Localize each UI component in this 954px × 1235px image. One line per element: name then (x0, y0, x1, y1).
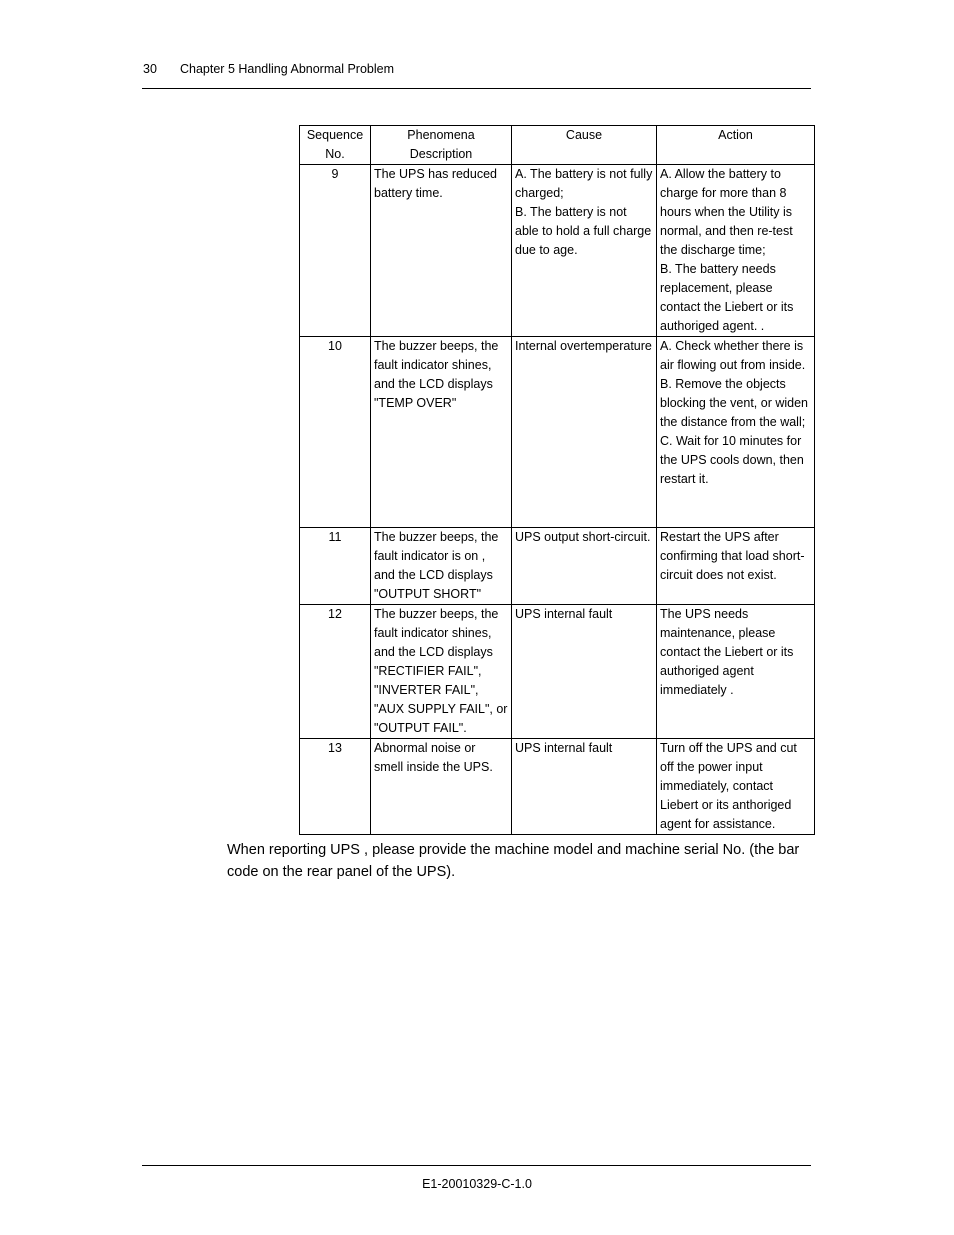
page-header (143, 62, 394, 76)
header-rule (142, 88, 811, 89)
sequence-cell: 10 (300, 337, 371, 528)
action-cell: A. Allow the battery to charge for more than 8 hours when the Utility is normal, and then re-test the discharge time; B. The battery needs replacement, please contact the Liebert or its authoriged agent. . (657, 165, 815, 337)
cause-cell: UPS output short-circuit. (512, 528, 657, 605)
phenomena-cell: The UPS has reduced battery time. (371, 165, 512, 337)
table-row (300, 337, 815, 528)
sequence-cell: 9 (300, 165, 371, 337)
table-row (300, 528, 815, 605)
action-cell: The UPS needs maintenance, please contact the Liebert or its authoriged agent immediately . (657, 605, 815, 739)
phenomena-cell: The buzzer beeps, the fault indicator shines, and the LCD displays "RECTIFIER FAIL", "INVERTER FAIL", "AUX SUPPLY FAIL", or "OUTPUT FAIL". (371, 605, 512, 739)
chapter-title: Chapter 5 Handling Abnormal Problem (180, 62, 395, 76)
table-header-row (300, 126, 815, 165)
table-row (300, 739, 815, 835)
action-cell: Turn off the UPS and cut off the power input immediately, contact Liebert or its anthoriged agent for assistance. (657, 739, 815, 835)
footer-rule (142, 1165, 811, 1166)
column-header-phenomena: Phenomena Description (371, 126, 512, 165)
column-header-action: Action (657, 126, 815, 165)
phenomena-cell: Abnormal noise or smell inside the UPS. (371, 739, 512, 835)
table-row (300, 165, 815, 337)
table-row (300, 605, 815, 739)
column-header-cause: Cause (512, 126, 657, 165)
reporting-note: When reporting UPS , please provide the machine model and machine serial No. (the bar code on the rear panel of the UPS). (227, 842, 800, 880)
phenomena-cell: The buzzer beeps, the fault indicator is on , and the LCD displays "OUTPUT SHORT" (371, 528, 512, 605)
cause-cell: A. The battery is not fully charged; B. The battery is not able to hold a full charge due to age. (512, 165, 657, 337)
column-header-sequence: Sequence No. (300, 126, 371, 165)
sequence-cell: 12 (300, 605, 371, 739)
page-number: 30 (143, 62, 157, 76)
action-cell: Restart the UPS after confirming that load short-circuit does not exist. (657, 528, 815, 605)
troubleshooting-table (299, 125, 815, 835)
document-code: E1-20010329-C-1.0 (422, 1177, 532, 1191)
cause-cell: UPS internal fault (512, 739, 657, 835)
phenomena-cell: The buzzer beeps, the fault indicator shines, and the LCD displays "TEMP OVER" (371, 337, 512, 528)
cause-cell: Internal overtemperature (512, 337, 657, 528)
action-cell: A. Check whether there is air flowing out from inside. B. Remove the objects blocking the vent, or widen the distance from the wall; C. Wait for 10 minutes for the UPS cools down, then restart it. (657, 337, 815, 528)
sequence-cell: 13 (300, 739, 371, 835)
sequence-cell: 11 (300, 528, 371, 605)
cause-cell: UPS internal fault (512, 605, 657, 739)
